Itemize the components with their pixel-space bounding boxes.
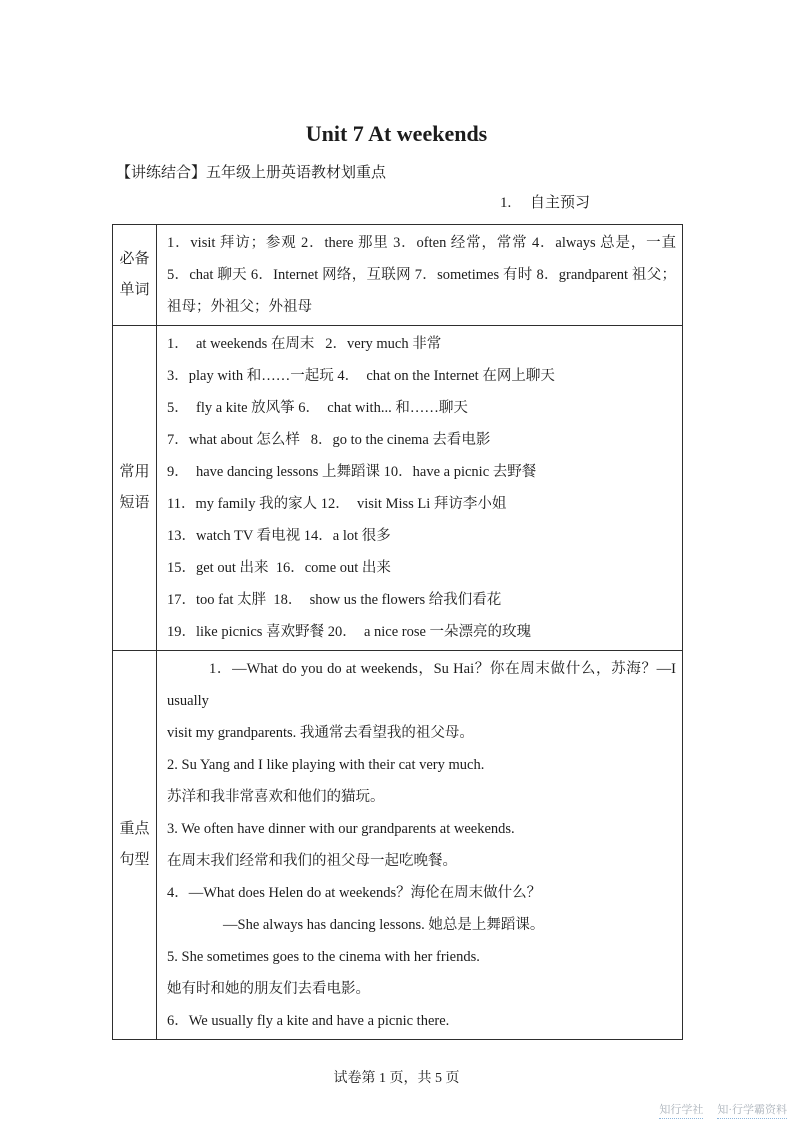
text-line: 17．too fat 太胖 18． show us the flowers 给我们看花 xyxy=(167,592,502,608)
text-line: 19．like picnics 喜欢野餐 20． a nice rose 一朵漂亮的玫瑰 xyxy=(167,624,532,640)
document-subtitle: 【讲练结合】五年级上册英语教材划重点 xyxy=(116,165,387,181)
text-line: 15．get out 出来 16．come out 出来 xyxy=(167,560,391,576)
text-line: 苏洋和我非常喜欢和他们的猫玩。 xyxy=(167,789,385,805)
section-heading-self-study: 1. 自主预习 xyxy=(500,195,591,211)
watermark-text-left: 知行学社 xyxy=(659,1101,703,1119)
text-line: 1．—What do you do at weekends，Su Hai？你在周末做什么，苏海？—I usually xyxy=(167,661,676,709)
document-title: Unit 7 At weekends xyxy=(305,121,488,146)
row-header-line: 单词 xyxy=(119,282,150,298)
table-row-common-phrases xyxy=(113,326,683,651)
watermark xyxy=(659,1101,787,1119)
text-line: 5. She sometimes goes to the cinema with her friends. xyxy=(167,949,480,965)
table-row-key-sentences xyxy=(113,651,683,1040)
text-line: 在周末我们经常和我们的祖父母一起吃晚餐。 xyxy=(167,853,457,869)
text-line: visit my grandparents. 我通常去看望我的祖父母。 xyxy=(167,725,474,741)
text-line: 5． fly a kite 放风筝 6． chat with... 和……聊天 xyxy=(167,400,468,416)
row-content-key-sentences xyxy=(157,651,683,1040)
text-line: 1．visit 拜访；参观 2．there 那里 3．often 经常，常常 4．always 总是，一直 xyxy=(167,235,676,251)
row-content-common-phrases xyxy=(157,326,683,651)
table-row-required-words xyxy=(113,225,683,326)
text-line: 13．watch TV 看电视 14．a lot 很多 xyxy=(167,528,391,544)
row-header-line: 必备 xyxy=(119,251,150,267)
text-line: 3．play with 和……一起玩 4． chat on the Internet 在网上聊天 xyxy=(167,368,555,384)
watermark-text-right: 知·行学霸资料 xyxy=(717,1101,787,1119)
row-content-required-words xyxy=(157,225,683,326)
text-line: 11．my family 我的家人 12． visit Miss Li 拜访李小姐 xyxy=(167,496,507,512)
text-line: 她有时和她的朋友们去看电影。 xyxy=(167,981,370,997)
text-line: 1． at weekends 在周末 2．very much 非常 xyxy=(167,336,442,352)
row-header-required-words xyxy=(113,225,157,326)
text-line: —She always has dancing lessons. 她总是上舞蹈课。 xyxy=(223,917,545,933)
study-table xyxy=(112,224,683,1040)
row-header-line: 常用 xyxy=(119,464,150,480)
row-header-line: 短语 xyxy=(119,495,150,511)
text-line: 5．chat 聊天 6．Internet 网络，互联网 7．sometimes 有时 8．grandparent 祖父； xyxy=(167,267,676,283)
page-footer: 试卷第 1 页，共 5 页 xyxy=(333,1071,460,1086)
text-line: 7．what about 怎么样 8．go to the cinema 去看电影 xyxy=(167,432,491,448)
text-line: 9． have dancing lessons 上舞蹈课 10．have a picnic 去野餐 xyxy=(167,464,537,480)
row-header-key-sentences xyxy=(113,651,157,1040)
row-header-line: 句型 xyxy=(119,852,150,868)
text-line: 6．We usually fly a kite and have a picnic there. xyxy=(167,1013,450,1029)
text-line: 2. Su Yang and I like playing with their cat very much. xyxy=(167,757,485,773)
row-header-line: 重点 xyxy=(119,821,150,837)
row-header-common-phrases xyxy=(113,326,157,651)
text-line: 祖母；外祖父；外祖母 xyxy=(167,299,312,315)
text-line: 4．—What does Helen do at weekends？海伦在周末做什么？ xyxy=(167,885,542,901)
text-line: 3. We often have dinner with our grandparents at weekends. xyxy=(167,821,515,837)
